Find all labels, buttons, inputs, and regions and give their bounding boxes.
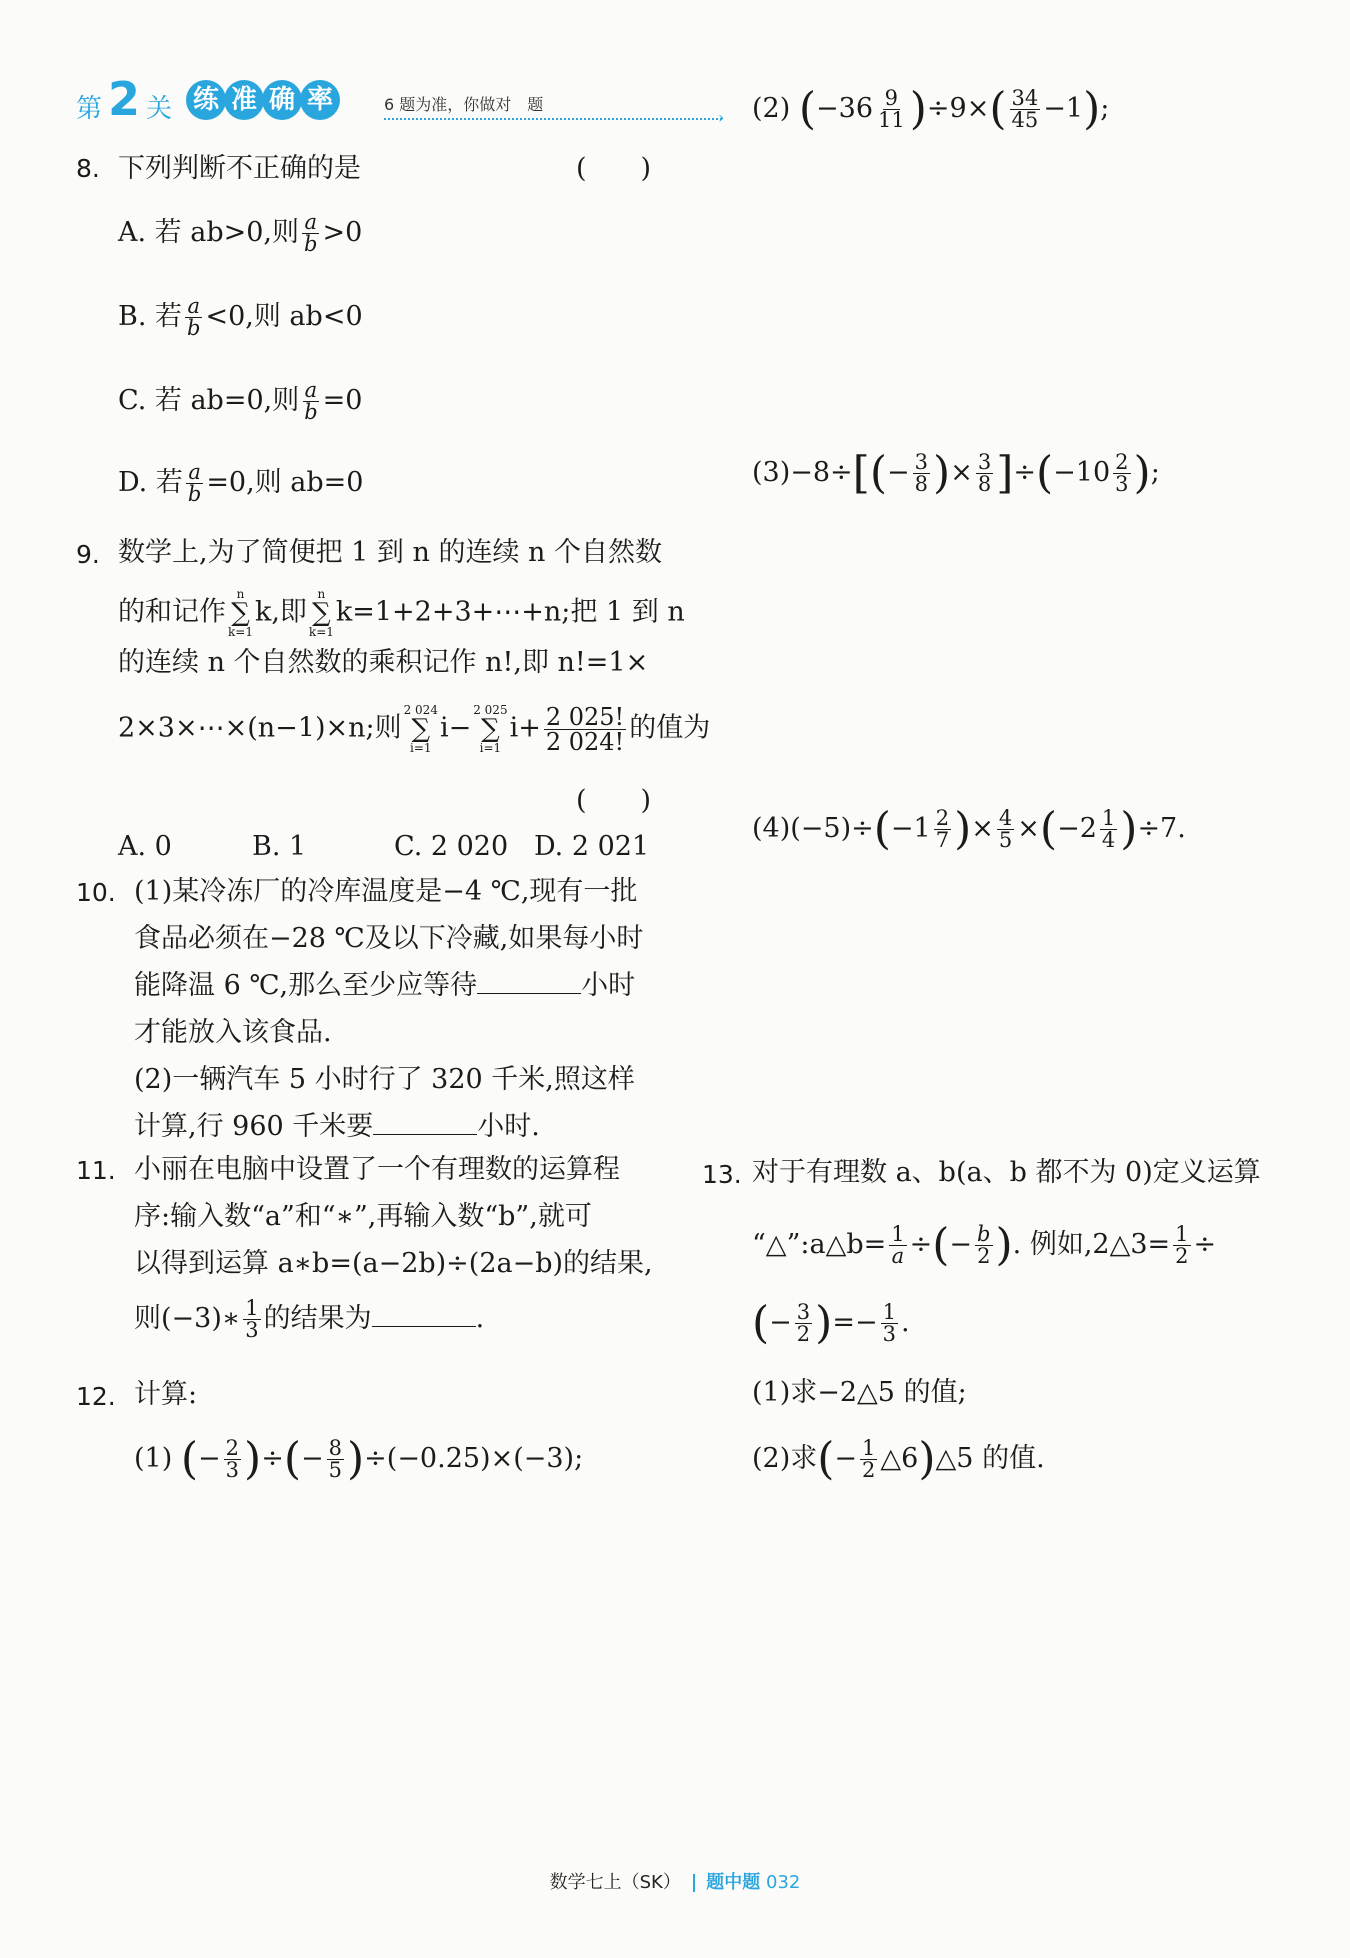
book-title: 数学七上（SK） — [549, 1872, 681, 1893]
badge-char: 准 — [224, 80, 264, 120]
fraction: $\frac{1}{3}$ — [882, 1300, 896, 1346]
fraction: $\frac{a}{b}$ — [187, 294, 201, 340]
option-d[interactable]: D. 2 021 — [534, 831, 650, 862]
option-c[interactable]: C. 若 ab=0,则 $\frac{a}{b}$ =0 — [118, 378, 363, 424]
option-b[interactable]: B. 若 $\frac{a}{b}$ <0,则 ab<0 — [118, 294, 363, 340]
option-a[interactable]: A. 若 ab>0,则 $\frac{a}{b}$ >0 — [118, 210, 363, 256]
badge-char: 确 — [262, 80, 302, 120]
q10-body: (1)某冷冻厂的冷库温度是−4 ℃,现有一批 食品必须在−28 ℃及以下冷藏,如果每小时 能降温 6 ℃,那么至少应等待 小时 才能放入该食品. (2)一辆汽车 5 小时行了 320 千米,照这样 计算,行 960 千米要 小时. — [134, 876, 644, 1142]
q13-part1: (1)求−2△5 的值; — [752, 1377, 967, 1408]
sigma-symbol: 2 025 ∑ i=1 — [473, 703, 508, 755]
option-b[interactable]: B. 1 — [252, 831, 307, 862]
page-number: 032 — [766, 1872, 801, 1893]
fraction: $\frac{2}{3}$ — [225, 1436, 240, 1482]
sigma-symbol: n ∑ k=1 — [308, 587, 334, 639]
fraction: $\frac{3}{8}$ — [914, 450, 929, 496]
option-text: C. 若 ab=0,则 — [118, 385, 300, 416]
fraction: $\frac{2}{3}$ — [1115, 450, 1129, 496]
q12-title: 计算: — [134, 1379, 198, 1410]
badge-char: 练 — [186, 80, 226, 120]
fraction: $\frac{a}{b}$ — [304, 210, 318, 256]
fraction: $\frac{2}{7}$ — [935, 806, 950, 852]
badge-char: 率 — [300, 80, 340, 120]
option-text: A. 若 ab>0,则 — [118, 217, 300, 248]
q13-part2: (2)求(− $\frac{1}{2}$ △6)△5 的值. — [752, 1433, 1045, 1485]
question-number: 9. — [76, 540, 100, 569]
answer-blank[interactable] — [372, 1302, 476, 1327]
fraction: $\frac{2 025!}{2 024!}$ — [545, 702, 625, 756]
fraction: $\frac{9}{11}$ — [878, 86, 905, 132]
question-number: 13. — [702, 1160, 742, 1189]
option-text: B. 若 — [118, 301, 183, 332]
q12-part3: (3)−8÷[(− $\frac{3}{8}$ )× $\frac{3}{8}$ ]÷(−10 $\frac{2}{3}$ ); — [752, 447, 1160, 499]
level-prefix: 第 — [76, 94, 103, 124]
option-d[interactable]: D. 若 $\frac{a}{b}$ =0,则 ab=0 — [118, 460, 364, 506]
brand-name: 题中题 — [706, 1872, 761, 1893]
fraction: $\frac{34}{45}$ — [1011, 86, 1039, 132]
fraction: $\frac{a}{b}$ — [304, 378, 318, 424]
q12-part1: (1) (− $\frac{2}{3}$ )÷(− $\frac{8}{5}$ )÷(−0.25)×(−3); — [134, 1433, 584, 1485]
question-number: 10. — [76, 878, 116, 907]
fraction: $\frac{a}{b}$ — [187, 460, 202, 506]
fraction: $\frac{3}{2}$ — [796, 1300, 811, 1346]
question-number: 11. — [76, 1156, 116, 1185]
answer-bracket[interactable]: ( ) — [576, 785, 652, 816]
q13-line3: (− $\frac{3}{2}$ )=− $\frac{1}{3}$ . — [752, 1297, 910, 1349]
page-footer — [0, 1868, 1350, 1894]
q12-part4: (4)(−5)÷(−1 $\frac{2}{7}$ )× $\frac{4}{5}$ ×(−2 $\frac{1}{4}$ )÷7. — [752, 803, 1186, 855]
q9-line1: 数学上,为了简便把 1 到 n 的连续 n 个自然数 — [118, 537, 663, 568]
fraction: $\frac{8}{5}$ — [328, 1436, 342, 1482]
q9-line2: 的和记作 n ∑ k=1 k,即 n ∑ k=1 k=1+2+3+⋯+n;把 1 到 n — [118, 587, 685, 639]
fraction: $\frac{b}{2}$ — [977, 1222, 991, 1268]
q13-line2: “△”:a△b= $\frac{1}{a}$ ÷(− $\frac{b}{2}$ ). 例如,2△3= $\frac{1}{2}$ ÷ — [752, 1219, 1217, 1271]
level-number: 2 — [108, 72, 141, 126]
score-note: 6 题为准，你做对 题 — [384, 95, 544, 114]
option-c[interactable]: C. 2 020 — [394, 831, 509, 862]
fraction: $\frac{1}{3}$ — [245, 1296, 259, 1342]
level-badge — [186, 80, 340, 122]
level-suffix: 关 — [146, 94, 173, 124]
answer-blank[interactable] — [477, 969, 581, 994]
fraction: $\frac{1}{2}$ — [862, 1436, 876, 1482]
dotted-rule — [384, 118, 722, 120]
q9-line3: 的连续 n 个自然数的乘积记作 n!,即 n!=1× — [118, 647, 649, 678]
section-header — [74, 72, 725, 128]
arrow-icon: › — [718, 108, 725, 127]
sigma-symbol: 2 024 ∑ i=1 — [403, 703, 438, 755]
answer-bracket[interactable]: ( ) — [576, 153, 652, 184]
q12-part2: (2) (−36 $\frac{9}{11}$ )÷9×( $\frac{34}{45}$ −1); — [752, 83, 1110, 135]
sigma-symbol: n ∑ k=1 — [228, 587, 253, 639]
fraction: $\frac{4}{5}$ — [998, 806, 1013, 852]
question-number: 8. — [76, 154, 100, 183]
option-a[interactable]: A. 0 — [118, 831, 172, 862]
question-number: 12. — [76, 1382, 116, 1411]
fraction: $\frac{1}{4}$ — [1101, 806, 1116, 852]
q13-line1: 对于有理数 a、b(a、b 都不为 0)定义运算 — [752, 1157, 1261, 1188]
answer-blank[interactable] — [373, 1110, 477, 1135]
fraction: $\frac{1}{a}$ — [891, 1222, 905, 1268]
q11-body: 小丽在电脑中设置了一个有理数的运算程 序:输入数“a”和“∗”,再输入数“b”,就可 以得到运算 a∗b=(a−2b)÷(2a−b)的结果, 则(−3)∗ $\frac{1}{3}$ 的结果为 . — [134, 1154, 653, 1342]
q9-line4: 2×3×⋯×(n−1)×n;则 2 024 ∑ i=1 i− 2 025 ∑ i=1 i+ $\frac{2 025!}{2 024!}$ 的值为 — [118, 702, 711, 756]
fraction: $\frac{1}{2}$ — [1175, 1222, 1189, 1268]
option-text: D. 若 — [118, 467, 183, 498]
stem-text: 下列判断不正确的是 — [118, 153, 361, 184]
fraction: $\frac{3}{8}$ — [977, 450, 992, 496]
